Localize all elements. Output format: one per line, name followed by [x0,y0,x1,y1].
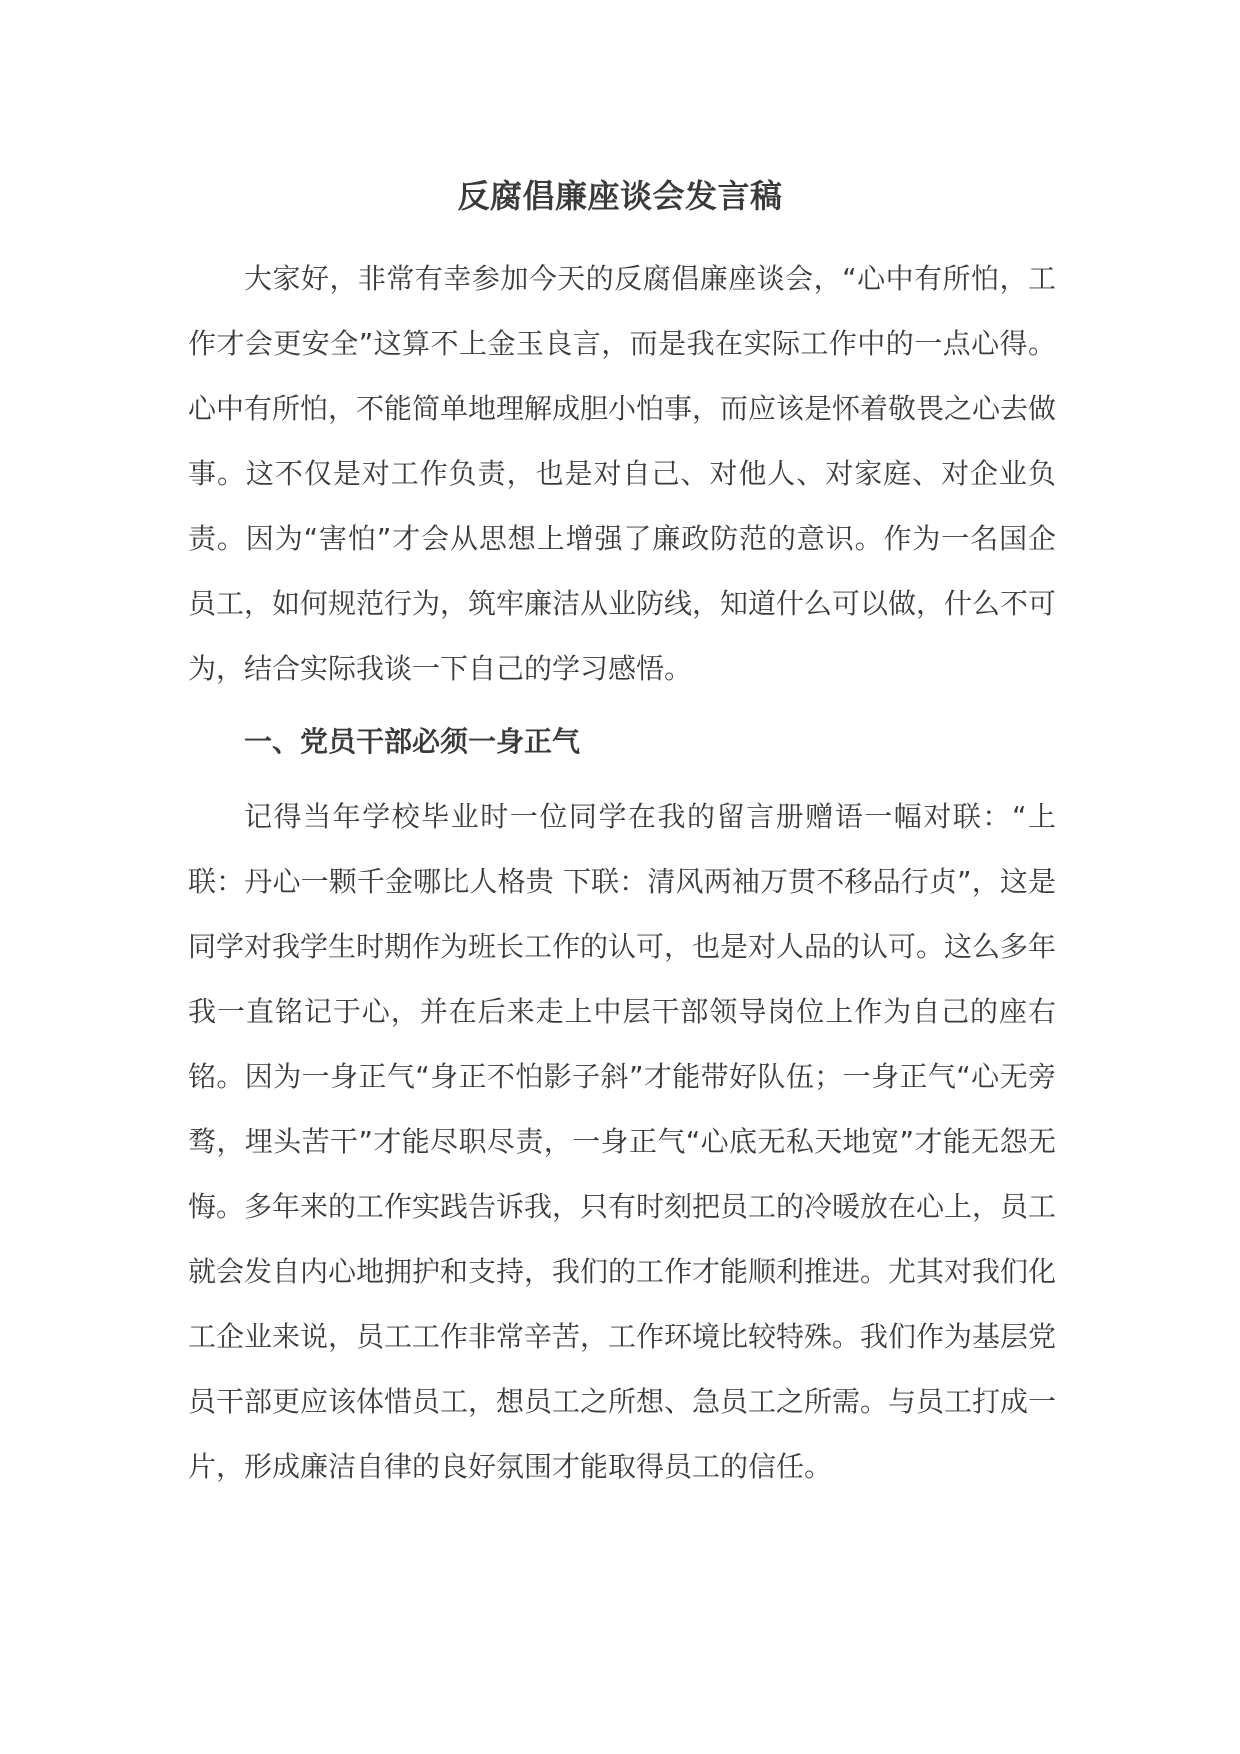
paragraph-section-1: 记得当年学校毕业时一位同学在我的留言册赠语一幅对联：“上联：丹心一颗千金哪比人格贵 下联：清风两袖万贯不移品行贞”，这是同学对我学生时期作为班长工作的认可，也是对人品的认可。这么多年我一直铭记于心，并在后来走上中层干部领导岗位上作为自己的座右铭。因为一身正气“身正不怕影子斜”才能带好队伍；一身正气“心无旁骛，埋头苦干”才能尽职尽责，一身正气“心底无私天地宽”才能无怨无悔。多年来的工作实践告诉我，只有时刻把员工的冷暖放在心上，员工就会发自内心地拥护和支持，我们的工作才能顺利推进。尤其对我们化工企业来说，员工工作非常辛苦，工作环境比较特殊。我们作为基层党员干部更应该体惜员工，想员工之所想、急员工之所需。与员工打成一片，形成廉洁自律的良好氛围才能取得员工的信任。 [188,800,1057,1483]
document-title: 反腐倡廉座谈会发言稿 [457,177,783,215]
section-heading-1: 一、党员干部必须一身正气 [244,725,581,758]
paragraph-intro: 大家好，非常有幸参加今天的反腐倡廉座谈会，“心中有所怕，工作才会更安全”这算不上金玉良言，而是我在实际工作中的一点心得。心中有所怕，不能简单地理解成胆小怕事，而应该是怀着敬畏之心去做事。这不仅是对工作负责，也是对自己、对他人、对家庭、对企业负责。因为“害怕”才会从思想上增强了廉政防范的意识。作为一名国企员工，如何规范行为，筑牢廉洁从业防线，知道什么可以做，什么不可为，结合实际我谈一下自己的学习感悟。 [188,262,1057,685]
spacer [188,701,1056,703]
document-body [188,246,1056,1499]
